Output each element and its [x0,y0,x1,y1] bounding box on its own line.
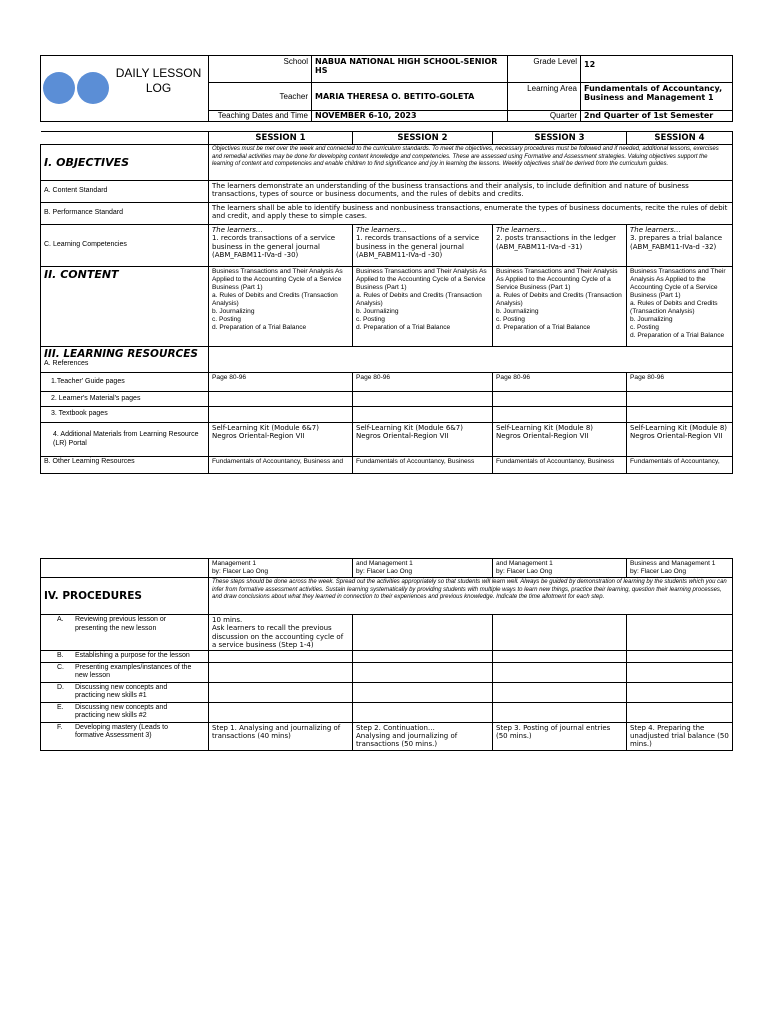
lm-label: 2. Learner's Material's pages [41,392,209,407]
tb-label: 3. Textbook pages [41,407,209,423]
procedure-cell [353,615,493,651]
procedure-cell [493,702,627,722]
resources-title-cell [41,347,209,373]
procedure-label: C. Presenting examples/instances of the new lesson [41,662,209,682]
other-resources-value: Fundamentals of Accountancy, Business and [209,457,353,474]
empty-cell [493,392,627,407]
session-header: SESSION 1 [209,132,353,145]
competency-cell: The learners… 1. records transactions of a service business in the general journal (ABM_FABM11-IVa-d -30) [209,225,353,267]
grade-value: 12 [581,56,733,83]
empty-cell [493,407,627,423]
tg-value: Page 80-96 [627,373,733,392]
additional-materials-value: Self-Learning Kit (Module 6&7) Negros Oriental-Region VII [209,423,353,457]
session-header: SESSION 3 [493,132,627,145]
procedure-label: A. Reviewing previous lesson or presenting the new lesson [41,615,209,651]
empty-cell [209,392,353,407]
header-table [40,55,733,122]
procedure-cell [627,702,733,722]
empty-cell [627,392,733,407]
procedure-cell [209,682,353,702]
logo-circle-icon [77,72,109,104]
lesson-table [40,131,733,474]
procedure-cell [493,662,627,682]
school-label: School [209,56,312,83]
procedure-cell: Step 1. Analysing and journalizing of transactions (40 mins) [209,722,353,750]
teacher-value: MARIA THERESA O. BETITO-GOLETA [312,83,508,111]
lesson-table-continued [40,558,733,751]
quarter-label: Quarter [508,111,581,122]
other-resources-cont: and Management 1 by: Flacer Lao Ong [493,559,627,578]
blank-corner [41,132,209,145]
quarter-value: 2nd Quarter of 1st Semester [581,111,733,122]
procedure-cell [209,662,353,682]
content-standard-value: The learners demonstrate an understanding of the business transactions and their analysis, to include definition and nature of business transactions, types of source or business documents, and the rules of debits and credits. [209,181,733,203]
procedures-title: IV. PROCEDURES [41,578,209,615]
performance-standard-value: The learners shall be able to identify business and nonbusiness transactions, enumerate the types of business documents, recite the rules of debit and credit, and apply these to simple cases. [209,203,733,225]
other-resources-cont: and Management 1 by: Flacer Lao Ong [353,559,493,578]
additional-materials-value: Self-Learning Kit (Module 8) Negros Oriental-Region VII [493,423,627,457]
procedure-cell [209,702,353,722]
header-logo-cell [41,56,209,122]
competency-cell: The learners… 2. posts transactions in the ledger (ABM_FABM11-IVa-d -31) [493,225,627,267]
procedure-cell [493,682,627,702]
performance-standard-label: B. Performance Standard [41,203,209,225]
teacher-label: Teacher [209,83,312,111]
empty-cell [41,559,209,578]
empty-cell [627,407,733,423]
tg-value: Page 80-96 [353,373,493,392]
procedure-cell [493,651,627,663]
procedure-cell [627,651,733,663]
school-value: NABUA NATIONAL HIGH SCHOOL-SENIOR HS [312,56,508,83]
procedures-note: These steps should be done across the week. Spread out the activities appropriately so that students will learn well. Always be guided by demonstration of learning by the students which you can infer from formative assessment activities. Sustain learning systematically by providing students with multiple ways to learn new things, practice their learning, question their learning processes, and draw conclusions about what they learned in connection to their experiences and previous knowledge. Indicate the time allotment for each step. [209,578,733,615]
content-standard-label: A. Content Standard [41,181,209,203]
procedure-cell [493,615,627,651]
procedure-cell: 10 mins. Ask learners to recall the previous discussion on the accounting cycle of a service business (Step 1-4) [209,615,353,651]
procedure-cell [627,682,733,702]
content-cell: Business Transactions and Their Analysis As Applied to the Accounting Cycle of a Service Business (Part 1) a. Rules of Debits and Credits (Transaction Analysis) b. Journalizing c. Posting d. Preparation of a Trial Balance [209,267,353,347]
logo-circle-icon [43,72,75,104]
resources-title: III. LEARNING RESOURCES [44,348,198,360]
other-resources-value: Fundamentals of Accountancy, Business [353,457,493,474]
other-resources-cont: Business and Management 1 by: Flacer Lao Ong [627,559,733,578]
procedure-cell: Step 2. Continuation… Analysing and journalizing of transactions (50 mins.) [353,722,493,750]
additional-materials-value: Self-Learning Kit (Module 8) Negros Oriental-Region VII [627,423,733,457]
additional-materials-label: 4. Additional Materials from Learning Resource (LR) Portal [41,423,209,457]
dates-label: Teaching Dates and Time [209,111,312,122]
objectives-note: Objectives must be met over the week and connected to the curriculum standards. To meet the objectives, necessary procedures must be followed and if needed, additional lessons, exercises and remedial activities may be done for developing content knowledge and competencies. These are assessed using Formative and Assessment strategies. Valuing objectives support the learning of content and competencies and enable children to find significance and joy in learning the lessons. Weekly objectives shall be derived from the curriculum guides. [209,145,733,181]
content-cell: Business Transactions and Their Analysis As Applied to the Accounting Cycle of a Service Business (Part 1) a. Rules of Debits and Credits (Transaction Analysis) b. Journalizing c. Posting d. Preparation of a Trial Balance [493,267,627,347]
competency-cell: The learners… 1. records transactions of a service business in the general journal (ABM_FABM11-IVa-d -30) [353,225,493,267]
procedure-cell: Step 4. Preparing the unadjusted trial balance (50 mins.) [627,722,733,750]
doc-title: LOG [145,81,172,95]
tg-value: Page 80-96 [493,373,627,392]
objectives-title: I. OBJECTIVES [41,145,209,181]
session-header: SESSION 2 [353,132,493,145]
tg-value: Page 80-96 [209,373,353,392]
session-header: SESSION 4 [627,132,733,145]
procedure-label: B. Establishing a purpose for the lesson [41,651,209,663]
procedure-cell [627,615,733,651]
other-resources-value: Fundamentals of Accountancy, Business [493,457,627,474]
dates-value: NOVEMBER 6-10, 2023 [312,111,508,122]
procedure-cell [353,682,493,702]
additional-materials-value: Self-Learning Kit (Module 6&7) Negros Oriental-Region VII [353,423,493,457]
procedure-cell [209,651,353,663]
content-title: II. CONTENT [41,267,209,347]
procedure-cell [353,702,493,722]
procedure-cell [353,662,493,682]
area-value: Fundamentals of Accountancy, Business and Management 1 [581,83,733,111]
empty-cell [209,407,353,423]
other-resources-label: B. Other Learning Resources [41,457,209,474]
procedure-label: F. Developing mastery (Leads to formative Assessment 3) [41,722,209,750]
resources-blank [209,347,733,373]
doc-title: DAILY LESSON [115,66,202,80]
other-resources-value: Fundamentals of Accountancy, [627,457,733,474]
grade-label: Grade Level [508,56,581,83]
procedure-cell: Step 3. Posting of journal entries (50 mins.) [493,722,627,750]
references-label: A. References [44,360,89,367]
procedure-cell [627,662,733,682]
procedure-label: E. Discussing new concepts and practicing new skills #2 [41,702,209,722]
competency-cell: The learners… 3. prepares a trial balance (ABM_FABM11-IVa-d -32) [627,225,733,267]
procedure-cell [353,651,493,663]
procedure-label: D. Discussing new concepts and practicing new skills #1 [41,682,209,702]
competencies-label: C. Learning Competencies [41,225,209,267]
empty-cell [353,407,493,423]
content-cell: Business Transactions and Their Analysis As Applied to the Accounting Cycle of a Service Business (Part 1) a. Rules of Debits and Credits (Transaction Analysis) b. Journalizing c. Posting d. Preparation of a Trial Balance [627,267,733,347]
content-cell: Business Transactions and Their Analysis As Applied to the Accounting Cycle of a Service Business (Part 1) a. Rules of Debits and Credits (Transaction Analysis) b. Journalizing c. Posting d. Preparation of a Trial Balance [353,267,493,347]
tg-label: 1.Teacher' Guide pages [41,373,209,392]
other-resources-cont: Management 1 by: Flacer Lao Ong [209,559,353,578]
area-label: Learning Area [508,83,581,111]
empty-cell [353,392,493,407]
